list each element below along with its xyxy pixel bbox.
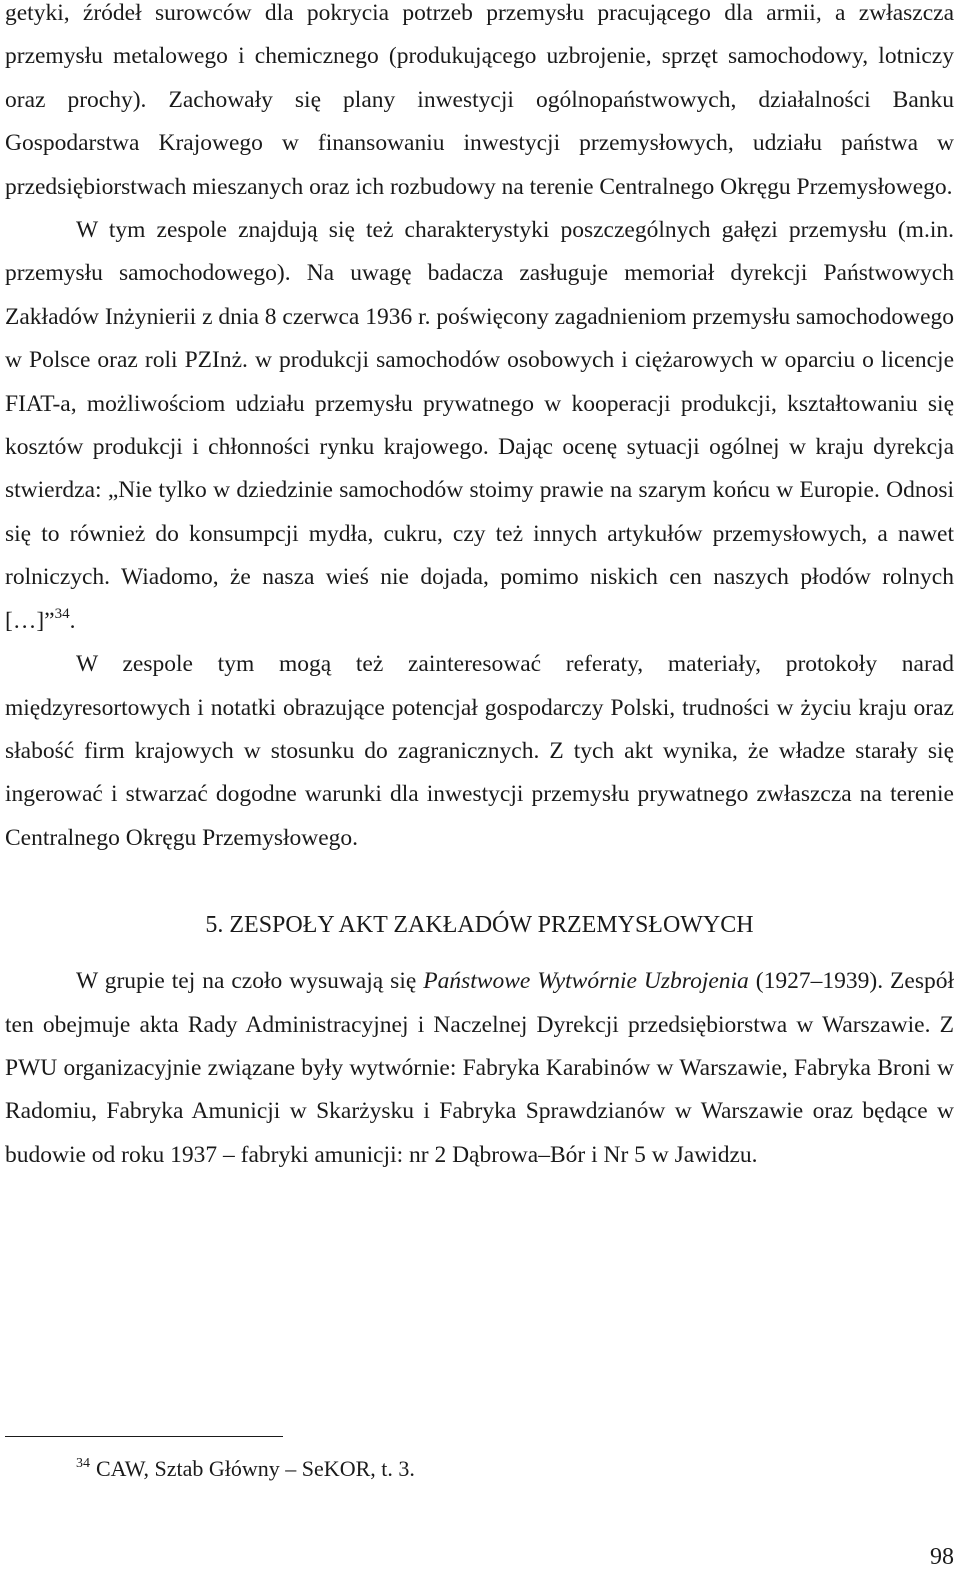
section-paragraph [5, 960, 954, 1177]
page-number: 98 [930, 1544, 954, 1570]
body-paragraph-3 [5, 643, 954, 860]
paragraph-tail: . [69, 607, 76, 634]
section-heading: 5. ZESPOŁY AKT ZAKŁADÓW PRZEMYSŁOWYCH [205, 912, 754, 939]
body-paragraph-1 [5, 0, 954, 209]
footnote [76, 1452, 415, 1486]
paragraph-text: W zespole tym mogą też zainteresować referaty, materiały, protokoły narad międzyresortowych i notatki obrazujące potencjał gospodarczy Polski, trudności w życiu kraju oraz słabość firm krajowych w stosunku do zagranicznych. Z tych akt wynika, że władze starały się ingerować i stwarzać dogodne warunki dla inwestycji przemysłu prywatnego zwłaszcza na terenie Centralnego Okręgu Przemysłowego. [5, 651, 954, 851]
footnote-separator [5, 1436, 283, 1437]
document-page [5, 0, 954, 1177]
footnote-reference[interactable]: 34 [54, 605, 70, 622]
paragraph-rest: (1927–1939). Zespół ten obejmuje akta Rady Administracyjnej i Naczelnej Dyrekcji przedsiębiorstwa w Warszawie. Z PWU organizacyjnie związane były wytwórnie: Fabryka Karabinów w Warszawie, Fabryka Broni w Radomiu, Fabryka Amunicji w Skarżysku i Fabryka Sprawdzianów w Warszawie oraz będące w budowie od roku 1937 – fabryki amunicji: nr 2 Dąbrowa–Bór i Nr 5 w Jawidzu. [5, 968, 954, 1168]
paragraph-lead: W grupie tej na czoło wysuwają się [76, 968, 424, 995]
paragraph-text: W tym zespole znajdują się też charakterystyki poszczególnych gałęzi przemysłu (m.in. przemysłu samochodowego). Na uwagę badacza zasługuje memoriał dyrekcji Państwowych Zakładów Inżynierii z dnia 8 czerwca 1936 r. poświęcony zagadnieniom przemysłu samochodowego w Polsce oraz roli PZInż. w produkcji samochodów osobowych i ciężarowych w oparciu o licencje FIAT-a, możliwościom udziału przemysłu prywatnego w kooperacji produkcji, kształtowaniu się kosztów produkcji i chłonności rynku krajowego. Dając ocenę sytuacji ogólnej w kraju dyrekcja stwierdza: „Nie tylko w dziedzinie samochodów stoimy prawie na szarym końcu w Europie. Odnosi się to również do konsumpcji mydła, cukru, czy też innych artykułów przemysłowych, a nawet rolniczych. Wiadomo, że nasza wieś nie dojada, pomimo niskich cen naszych płodów rolnych […]” [5, 217, 954, 634]
footnote-text: CAW, Sztab Główny – SeKOR, t. 3. [96, 1456, 415, 1481]
institution-name: Państwowe Wytwórnie Uzbrojenia [423, 968, 749, 995]
body-paragraph-2 [5, 209, 954, 643]
footnote-number: 34 [76, 1456, 90, 1471]
paragraph-text: getyki, źródeł surowców dla pokrycia potrzeb przemysłu pracującego dla armii, a zwłaszcza przemysłu metalowego i chemicznego (produkującego uzbrojenie, sprzęt samochodowy, lotniczy oraz prochy). Zachowały się plany inwestycji ogólnopaństwowych, działalności Banku Gospodarstwa Krajowego w finansowaniu inwestycji przemysłowych, udziału państwa w przedsiębiorstwach mieszanych oraz ich rozbudowy na terenie Centralnego Okręgu Przemysłowego. [5, 0, 954, 200]
